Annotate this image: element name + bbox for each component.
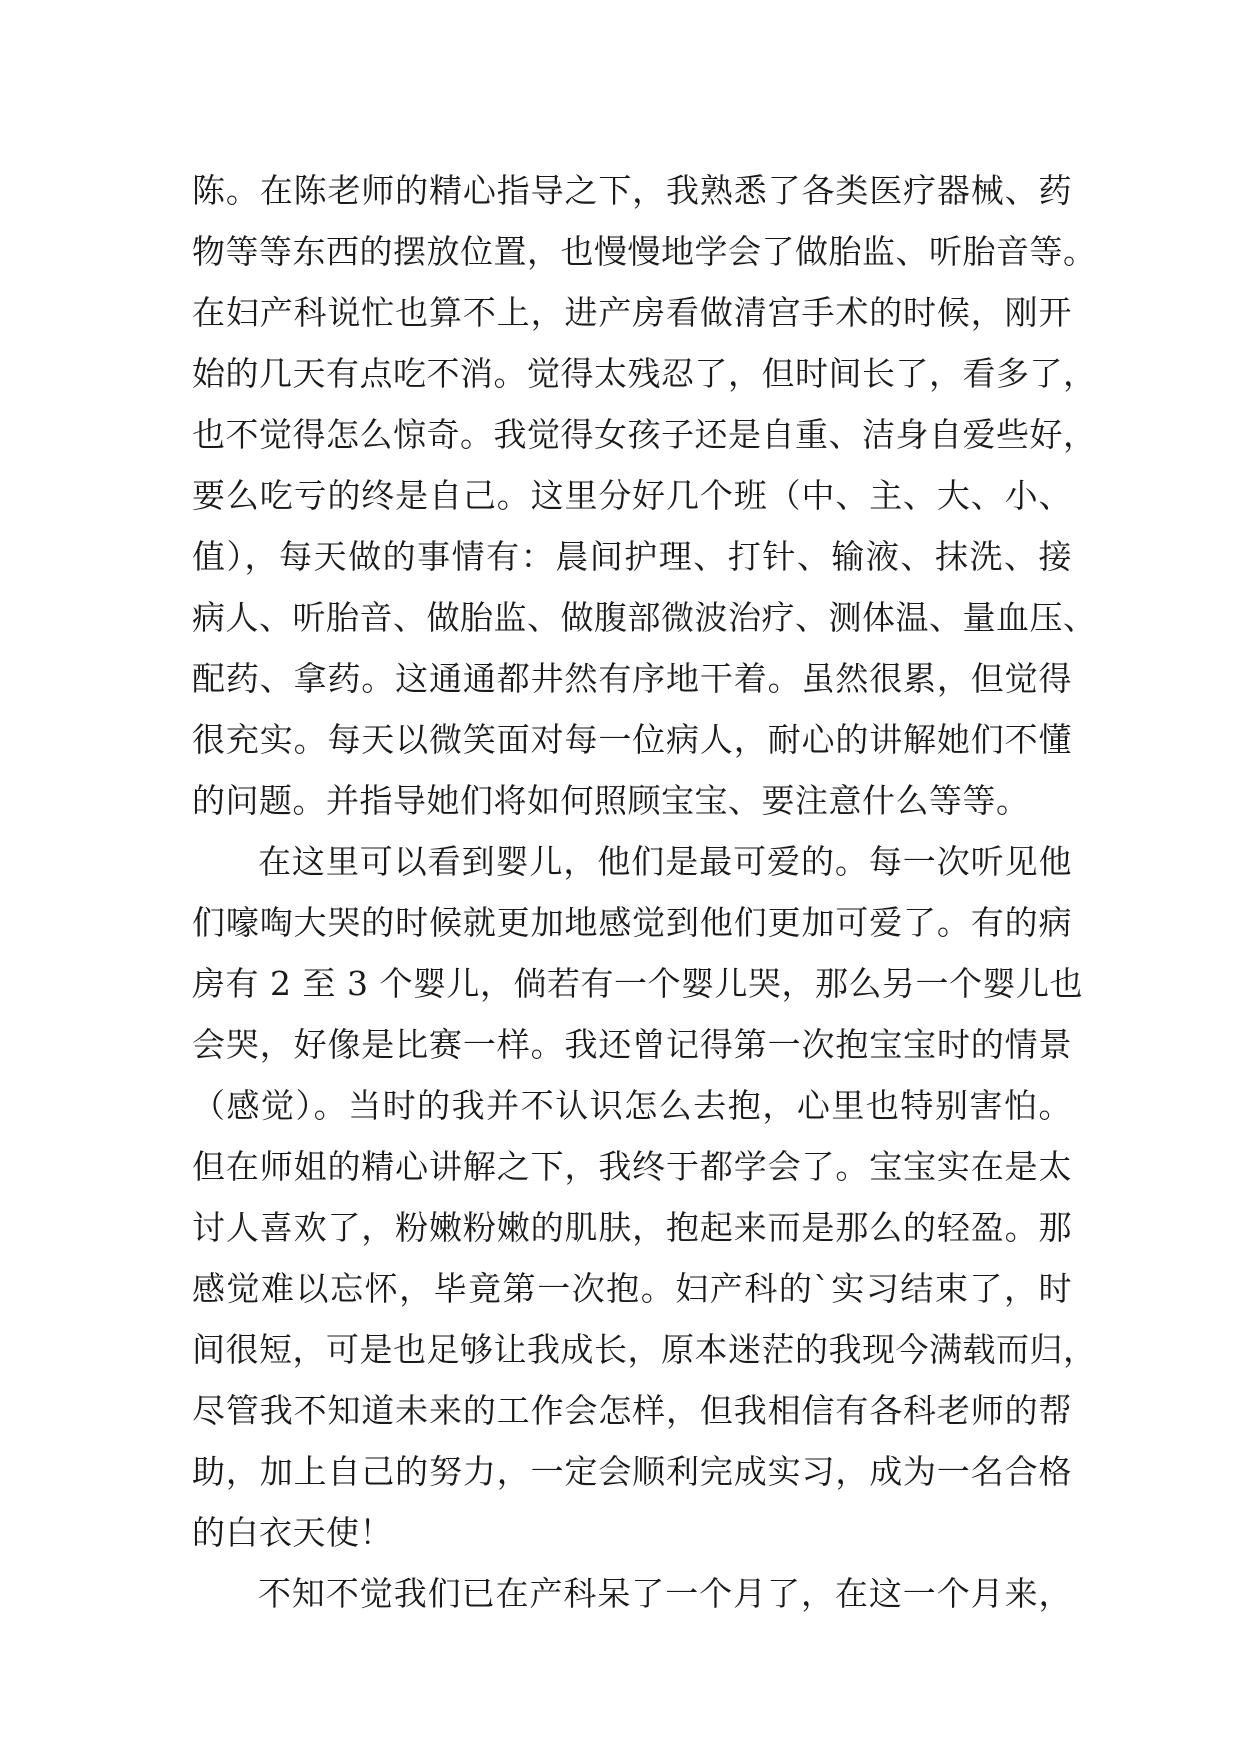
text-line: 间很短，可是也足够让我成长，原本迷茫的我现今满载而归， [192, 1330, 1097, 1369]
text-line: 很充实。每天以微笑面对每一位病人，耐心的讲解她们不懂 [192, 720, 1072, 759]
text-line: 值），每天做的事情有：晨间护理、打针、输液、抹洗、接 [192, 537, 1072, 576]
text-line: 要么吃亏的终是自己。这里分好几个班（中、主、大、小、 [192, 476, 1072, 515]
text-line: 的问题。并指导她们将如何照顾宝宝、要注意什么等等。 [192, 781, 1030, 820]
text-line: 也不觉得怎么惊奇。我觉得女孩子还是自重、洁身自爱些好， [192, 415, 1097, 454]
text-line: 陈。在陈老师的精心指导之下，我熟悉了各类医疗器械、药 [192, 171, 1072, 210]
text-line: 始的几天有点吃不消。觉得太残忍了，但时间长了，看多了， [192, 354, 1097, 393]
text-line: 在妇产科说忙也算不上，进产房看做清宫手术的时候，刚开 [192, 293, 1072, 332]
text-line: 讨人喜欢了，粉嫩粉嫩的肌肤，抱起来而是那么的轻盈。那 [192, 1208, 1072, 1247]
paragraph-first-line: 在这里可以看到婴儿，他们是最可爱的。每一次听见他 [258, 842, 1072, 881]
text-line: 物等等东西的摆放位置，也慢慢地学会了做胎监、听胎音等。 [192, 232, 1097, 271]
text-line: 病人、听胎音、做胎监、做腹部微波治疗、测体温、量血压、 [192, 598, 1097, 637]
paragraph-first-line: 不知不觉我们已在产科呆了一个月了，在这一个月来， [258, 1574, 1072, 1613]
text-line: 会哭，好像是比赛一样。我还曾记得第一次抱宝宝时的情景 [192, 1025, 1072, 1064]
text-line: 配药、拿药。这通通都井然有序地干着。虽然很累，但觉得 [192, 659, 1072, 698]
text-line: 助，加上自己的努力，一定会顺利完成实习，成为一名合格 [192, 1452, 1072, 1491]
text-line: 房有 2 至 3 个婴儿，倘若有一个婴儿哭，那么另一个婴儿也 [192, 964, 1083, 1003]
text-line: 但在师姐的精心讲解之下，我终于都学会了。宝宝实在是太 [192, 1147, 1072, 1186]
text-line: （感觉）。当时的我并不认识怎么去抱，心里也特别害怕。 [192, 1086, 1072, 1125]
text-line: 们嚎啕大哭的时候就更加地感觉到他们更加可爱了。有的病 [192, 903, 1072, 942]
text-line: 尽管我不知道未来的工作会怎样，但我相信有各科老师的帮 [192, 1391, 1072, 1430]
text-line: 的白衣天使！ [192, 1513, 393, 1552]
body-text [192, 160, 1097, 1624]
text-line: 感觉难以忘怀，毕竟第一次抱。妇产科的`实习结束了，时 [192, 1269, 1072, 1308]
